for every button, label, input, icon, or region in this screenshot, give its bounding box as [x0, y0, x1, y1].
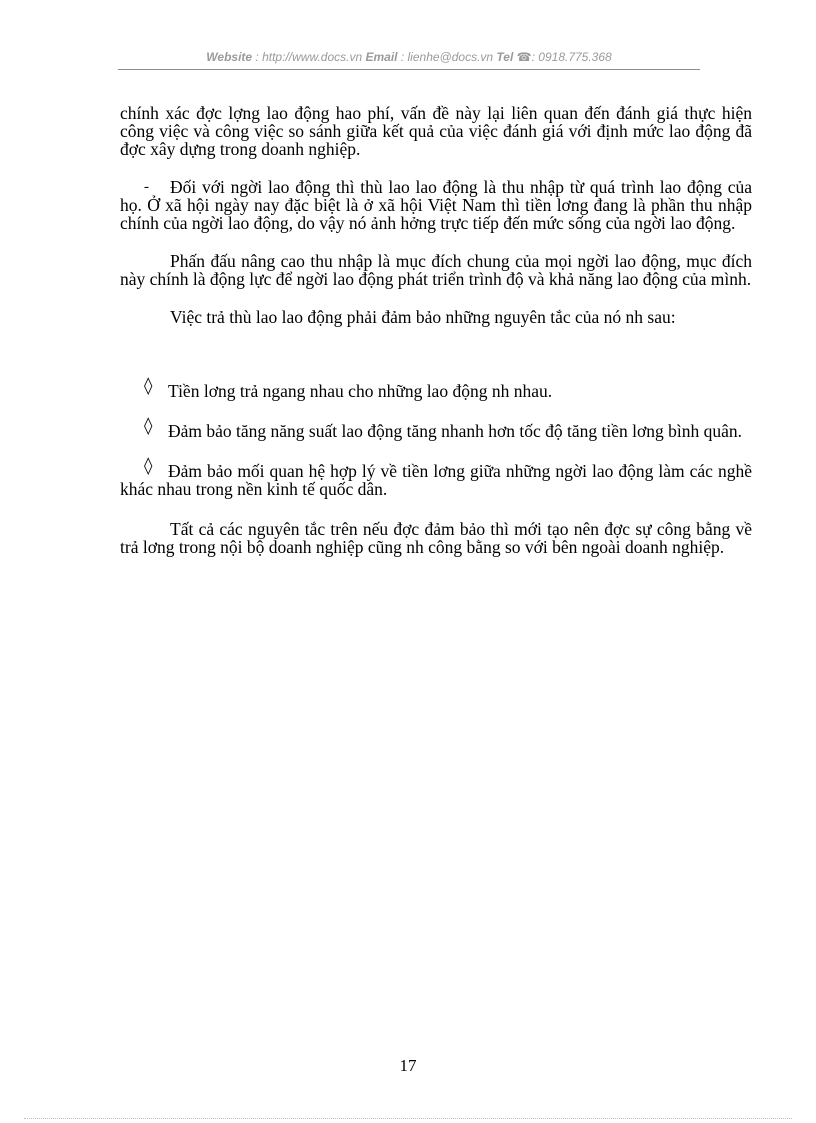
page-bottom-border: [24, 1118, 792, 1119]
bullet-item-3: [120, 456, 752, 499]
paragraph-1: chính xác đợc lợng lao động hao phí, vấn đề này lại liên quan đến đánh giá thực hiện công việc và công việc so sánh giữa kết quả của việc đánh giá với định mức lao động đã đợc xây dựng trong doanh nghiệp.: [120, 103, 752, 159]
email-label: Email: [365, 50, 398, 64]
bullet-item-1-text: Tiền lơng trả ngang nhau cho những lao động nh nhau.: [168, 381, 553, 401]
tel-number: : 0918.775.368: [531, 50, 612, 64]
bullet-item-2-text: Đảm bảo tăng năng suất lao động tăng nhanh hơn tốc độ tăng tiền lơng bình quân.: [168, 421, 743, 441]
bullet-item-1: [120, 376, 752, 401]
paragraph-3: Phấn đấu nâng cao thu nhập là mục đích chung của mọi ngời lao động, mục đích này chính là động lực để ngời lao động phát triển trình độ và khả năng lao động của mình.: [120, 251, 752, 289]
diamond-bullet-icon: ◊: [144, 456, 153, 476]
diamond-bullet-icon: ◊: [144, 376, 153, 396]
website-label: Website: [206, 50, 253, 64]
paragraph-2: [120, 178, 752, 232]
bullet-item-2: [120, 416, 752, 441]
website-url[interactable]: : http://www.docs.vn: [255, 50, 363, 64]
paragraph-4: Việc trả thù lao lao động phải đảm bảo những nguyên tắc của nó nh sau:: [170, 307, 676, 327]
tel-label: Tel: [496, 50, 514, 64]
page-header: [118, 50, 700, 64]
phone-icon: ☎: [516, 50, 532, 64]
paragraph-5: Tất cả các nguyên tắc trên nếu đợc đảm bảo thì mới tạo nên đợc sự công bằng về trả lơng trong nội bộ doanh nghiệp cũng nh công bằng so với bên ngoài doanh nghiệp.: [120, 519, 752, 557]
email-address[interactable]: : lienhe@docs.vn: [400, 50, 494, 64]
bullet-item-3-text: Đảm bảo mối quan hệ hợp lý về tiền lơng giữa những ngời lao động làm các nghề khác nhau trong nền kinh tế quốc dân.: [120, 461, 752, 499]
paragraph-2-text: Đối với ngời lao động thì thù lao lao động là thu nhập từ quá trình lao động của họ. Ở xã hội ngày nay đặc biệt là ở xã hội Việt Nam thì tiền lơng đang là phần thu nhập chính của ngời lao động, do vậy nó ảnh hởng trực tiếp đến mức sống của ngời lao động.: [120, 177, 752, 233]
diamond-bullet-icon: ◊: [144, 416, 153, 436]
header-divider: [118, 69, 700, 70]
dash-bullet-icon: -: [144, 179, 149, 195]
page-number: 17: [399, 1056, 417, 1075]
document-body: [120, 104, 752, 556]
